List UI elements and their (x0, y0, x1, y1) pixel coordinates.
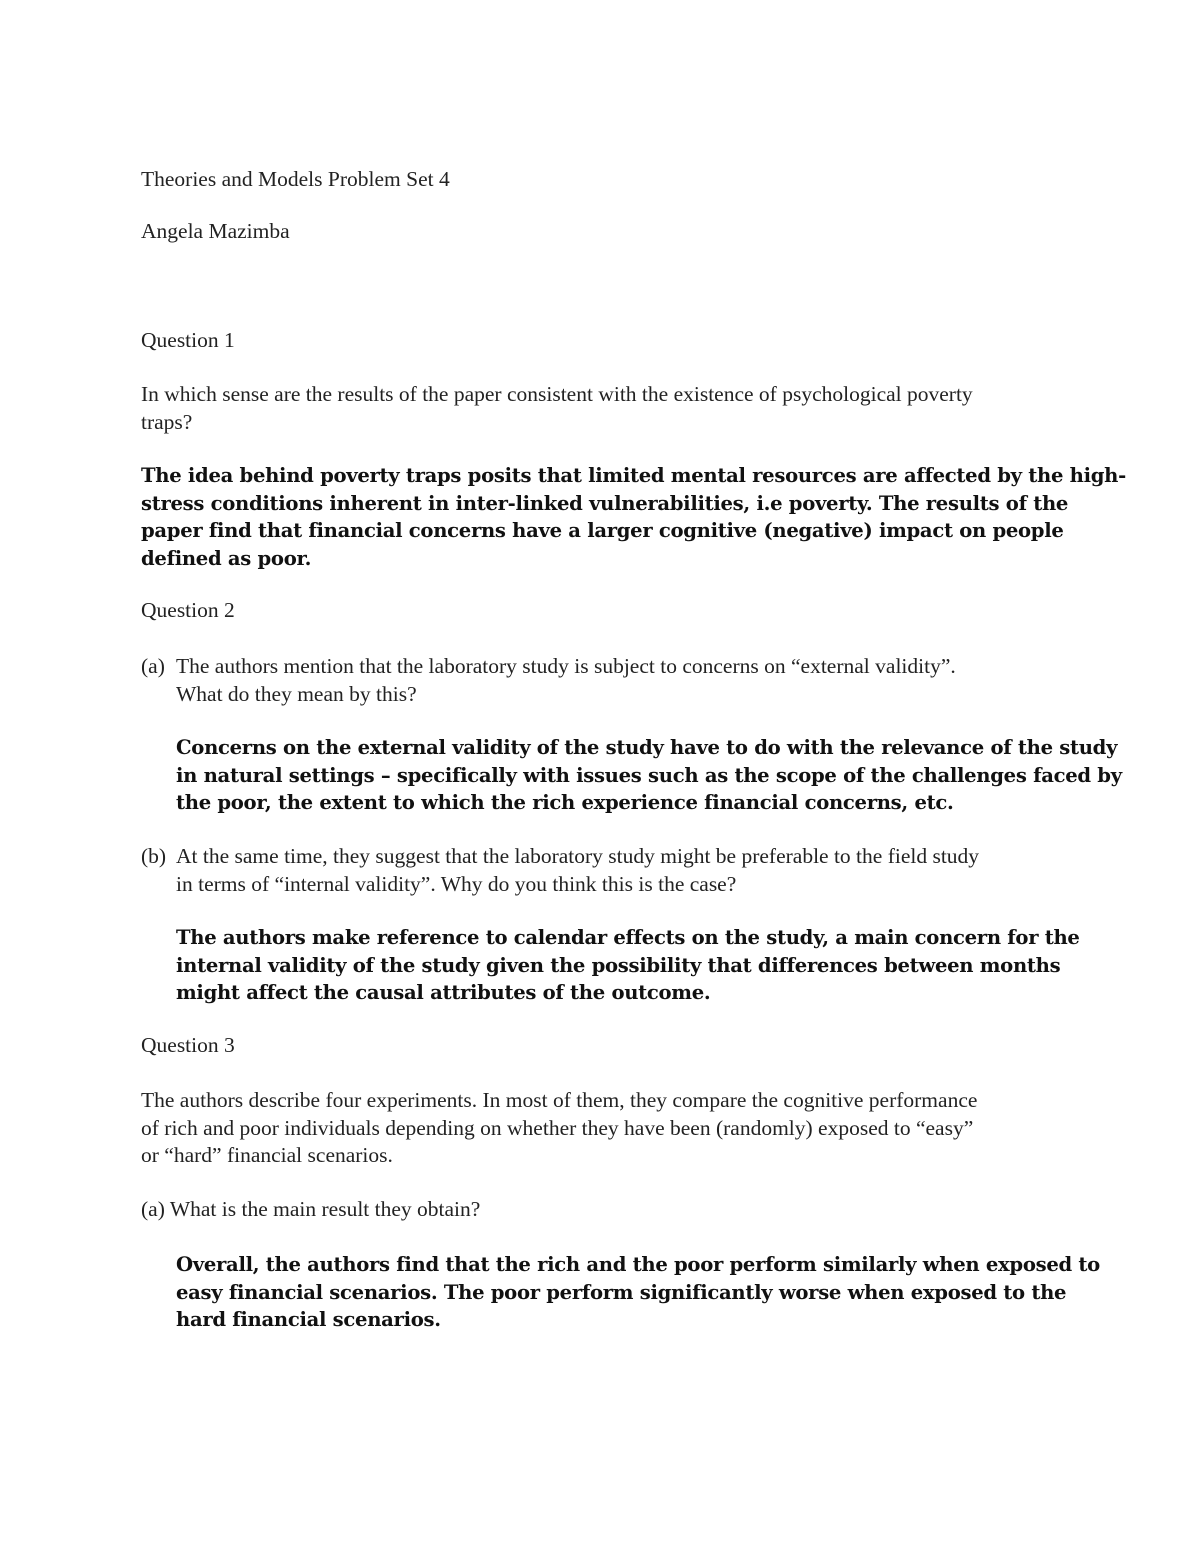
question-3-heading: Question 3 (141, 1033, 235, 1057)
question-3a-answer: Overall, the authors find that the rich and the poor perform similarly when exposed to easy financial scenarios. The poor perform significantly worse when exposed to the hard financial scenarios. (176, 1253, 1100, 1331)
question-2b-prompt: At the same time, they suggest that the laboratory study might be preferable to the field study in terms of “internal validity”. Why do you think this is the case? (176, 844, 980, 896)
document-title: Theories and Models Problem Set 4 (141, 167, 450, 191)
question-1-heading: Question 1 (141, 328, 235, 352)
author-name: Angela Mazimba (141, 219, 290, 243)
question-2b-answer: The authors make reference to calendar effects on the study, a main concern for the internal validity of the study given the possibility that differences between months might affect the causal attributes of the outcome. (176, 926, 1080, 1004)
question-3-prompt: The authors describe four experiments. In most of them, they compare the cognitive performance of rich and poor individuals depending on whether they have been (randomly) exposed to “easy” or “hard” financial scenarios. (141, 1088, 978, 1167)
question-1-prompt: In which sense are the results of the paper consistent with the existence of psychological poverty traps? (141, 382, 973, 434)
question-2b-marker: (b) (141, 844, 167, 868)
question-2a-marker: (a) (141, 654, 165, 678)
question-2a-prompt: The authors mention that the laboratory study is subject to concerns on “external validity”. What do they mean by this? (176, 654, 956, 706)
question-3a-prompt: (a) What is the main result they obtain? (141, 1197, 481, 1221)
question-1-answer: The idea behind poverty traps posits that limited mental resources are affected by the high- stress conditions inherent in inter-linked vulnerabilities, i.e poverty. The results of the paper find that financial concerns have a larger cognitive (negative) impact on people defined as poor. (141, 464, 1126, 570)
question-2-heading: Question 2 (141, 598, 235, 622)
question-2a-answer: Concerns on the external validity of the study have to do with the relevance of the study in natural settings – specifically with issues such as the scope of the challenges faced by the poor, the extent to which the rich experience financial concerns, etc. (176, 736, 1122, 814)
